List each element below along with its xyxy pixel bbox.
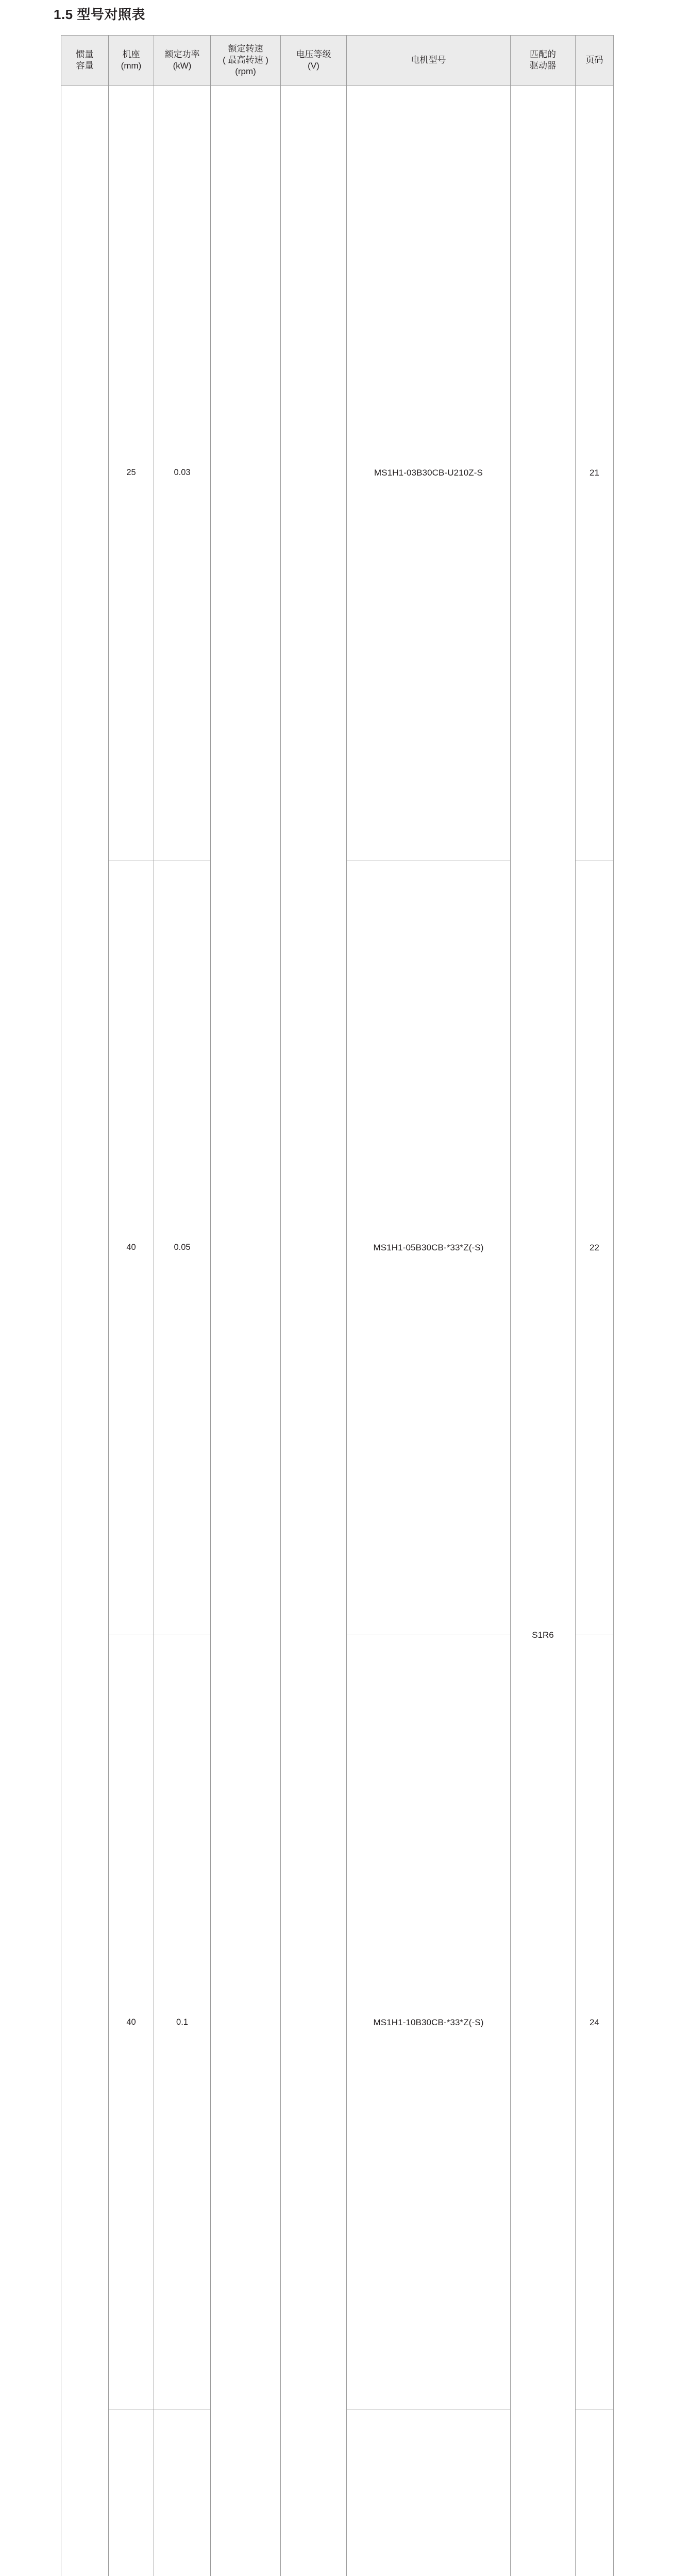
column-header-7	[511, 36, 576, 86]
column-header-line: (mm)	[109, 60, 154, 72]
inertia-capacity-group-cell	[61, 86, 109, 2576]
column-header-line: 匹配的	[511, 49, 575, 60]
column-header-line: 惯量	[61, 49, 108, 60]
rated-power-cell	[154, 2410, 211, 2576]
column-header-line: 额定转速	[211, 43, 280, 55]
motor-model-cell: MS1H1-03B30CB-U210Z-S	[347, 86, 511, 860]
column-header-5	[281, 36, 347, 86]
motor-model-cell	[347, 2410, 511, 2576]
column-header-line: ( 最高转速 )	[211, 55, 280, 66]
model-comparison-table	[61, 35, 614, 2576]
column-header-line: (V)	[281, 60, 346, 72]
column-header-6	[347, 36, 511, 86]
rated-power-cell: 0.1	[154, 1635, 211, 2410]
column-header-line: 容量	[61, 60, 108, 72]
column-header-line: 驱动器	[511, 60, 575, 72]
column-header-line: (rpm)	[211, 66, 280, 77]
document-page	[0, 0, 674, 775]
page-number-cell[interactable]: 21	[576, 86, 614, 860]
column-header-line: 机座	[109, 49, 154, 60]
model-comparison-table-wrapper	[61, 35, 613, 2576]
motor-model-cell: MS1H1-10B30CB-*33*Z(-S)	[347, 1635, 511, 2410]
column-header-line: 电压等级	[281, 49, 346, 60]
column-header-1	[61, 36, 109, 86]
column-header-4	[211, 36, 281, 86]
column-header-line: 电机型号	[347, 55, 510, 66]
column-header-line: 额定功率	[154, 49, 210, 60]
frame-size-cell	[109, 2410, 154, 2576]
column-header-3	[154, 36, 211, 86]
rated-power-cell: 0.05	[154, 860, 211, 1635]
frame-size-cell: 40	[109, 860, 154, 1635]
column-header-8	[576, 36, 614, 86]
page-number-cell[interactable]	[576, 2410, 614, 2576]
rated-power-cell: 0.03	[154, 86, 211, 860]
frame-size-cell: 25	[109, 86, 154, 860]
frame-size-cell: 40	[109, 1635, 154, 2410]
table-body	[61, 86, 614, 2576]
page-number-cell[interactable]: 24	[576, 1635, 614, 2410]
motor-model-cell: MS1H1-05B30CB-*33*Z(-S)	[347, 860, 511, 1635]
table-header-row	[61, 36, 614, 86]
table-header	[61, 36, 614, 86]
column-header-line: (kW)	[154, 60, 210, 72]
table-row	[61, 86, 614, 860]
matched-driver-cell: S1R6	[511, 86, 576, 2576]
page-title: 1.5 型号对照表	[54, 4, 145, 23]
column-header-line: 页码	[576, 55, 613, 66]
page-number-cell[interactable]: 22	[576, 860, 614, 1635]
column-header-2	[109, 36, 154, 86]
rated-speed-cell	[211, 86, 281, 2576]
voltage-class-cell	[281, 86, 347, 2576]
